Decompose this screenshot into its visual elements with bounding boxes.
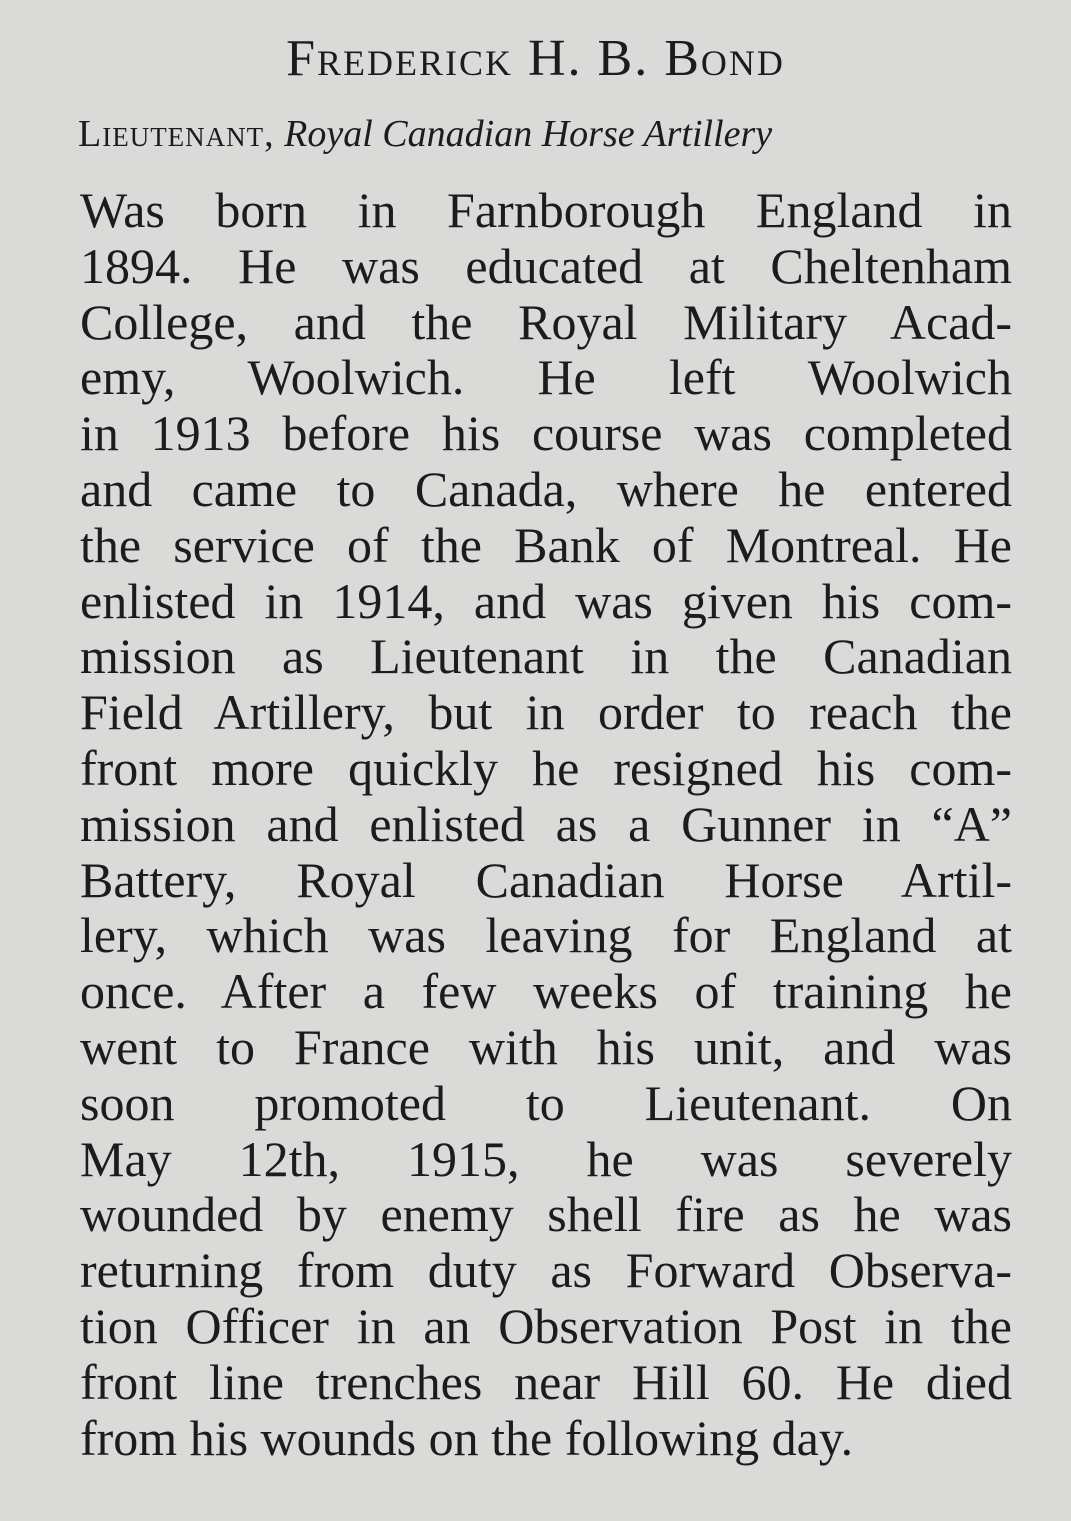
text-line: and came to Canada, where he entered — [80, 460, 1012, 517]
text-line: mission and enlisted as a Gunner in “A” — [80, 795, 1012, 852]
text-line: mission as Lieutenant in the Canadian — [80, 628, 1012, 685]
text-line: May 12th, 1915, he was severely — [80, 1130, 1012, 1187]
text-line: enlisted in 1914, and was given his com- — [80, 572, 1012, 629]
text-line: Field Artillery, but in order to reach the — [80, 684, 1012, 741]
text-line: Battery, Royal Canadian Horse Artil- — [80, 851, 1012, 908]
text-line: tion Officer in an Observation Post in the — [80, 1297, 1012, 1354]
text-line: front more quickly he resigned his com- — [80, 739, 1012, 796]
text-line: front line trenches near Hill 60. He died — [80, 1353, 1012, 1410]
text-line: wounded by enemy shell fire as he was — [80, 1186, 1012, 1243]
text-line: emy, Woolwich. He left Woolwich — [80, 349, 1012, 406]
text-line: once. After a few weeks of training he — [80, 963, 1012, 1020]
text-line: in 1913 before his course was completed — [80, 405, 1012, 462]
text-line: College, and the Royal Military Acad- — [80, 293, 1012, 350]
text-line: returning from duty as Forward Observa- — [80, 1242, 1012, 1299]
text-line: the service of the Bank of Montreal. He — [80, 516, 1012, 573]
text-line: lery, which was leaving for England at — [80, 907, 1012, 964]
subtitle — [78, 108, 1018, 160]
unit-label: Royal Canadian Horse Artillery — [284, 113, 773, 155]
text-line: 1894. He was educated at Cheltenham — [80, 237, 1012, 294]
text-line: went to France with his unit, and was — [80, 1018, 1012, 1075]
text-line: Was born in Farnborough England in — [80, 182, 1012, 238]
text-line: from his wounds on the following day. — [80, 1409, 854, 1466]
text-line: soon promoted to Lieutenant. On — [80, 1074, 1012, 1131]
rank-label: Lieutenant, — [78, 113, 275, 155]
biography-text — [80, 183, 1012, 1466]
page-title: Frederick H. B. Bond — [286, 30, 785, 87]
